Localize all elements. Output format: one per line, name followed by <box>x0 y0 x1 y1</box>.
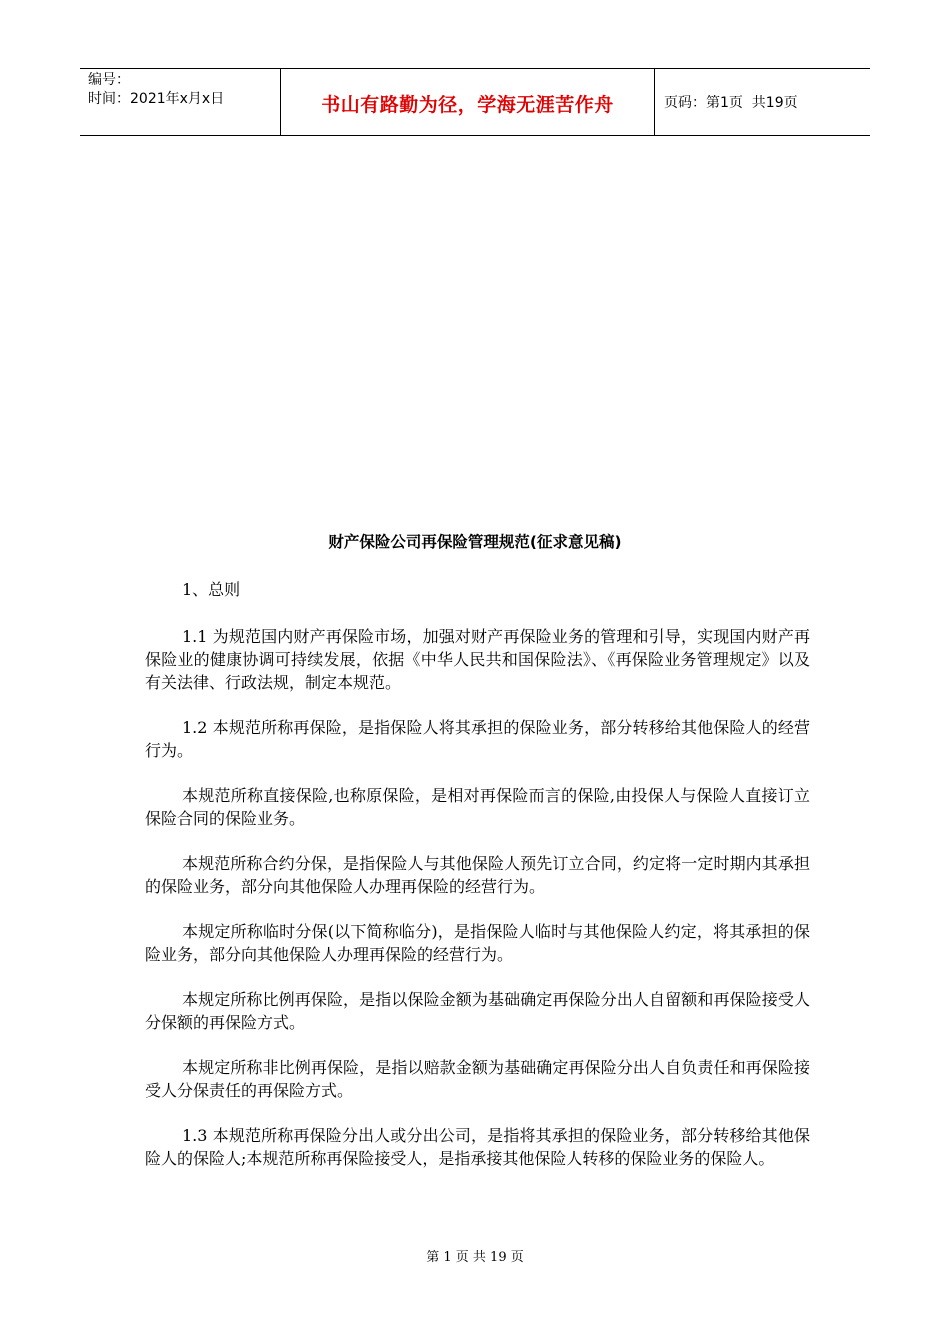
document-time-label: 时间：2021年x月x日 <box>88 91 225 107</box>
header-page-indicator: 页码：第1页 共19页 <box>664 95 798 111</box>
header-meta <box>80 69 281 135</box>
paragraph-direct-insurance: 本规范所称直接保险,也称原保险，是相对再保险而言的保险,由投保人与保险人直接订立保险合同的保险业务。 <box>145 786 810 828</box>
footer-page-number: 第 1 页 共 19 页 <box>426 1250 524 1265</box>
paragraph-1-2: 1.2 本规范所称再保险，是指保险人将其承担的保险业务，部分转移给其他保险人的经营行为。 <box>145 718 810 760</box>
paragraph-1-1: 1.1 为规范国内财产再保险市场，加强对财产再保险业务的管理和引导，实现国内财产再保险业的健康协调可持续发展，依据《中华人民共和国保险法》、《再保险业务管理规定》以及有关法律、行政法规，制定本规范。 <box>145 627 810 692</box>
document-title: 财产保险公司再保险管理规范(征求意见稿) <box>328 533 622 551</box>
header-page-cell <box>654 69 870 135</box>
paragraph-1-3: 1.3 本规范所称再保险分出人或分出公司，是指将其承担的保险业务，部分转移给其他保险人的保险人;本规范所称再保险接受人，是指承接其他保险人转移的保险业务的保险人。 <box>145 1126 810 1168</box>
paragraph-non-proportional-reinsurance: 本规定所称非比例再保险，是指以赔款金额为基础确定再保险分出人自负责任和再保险接受人分保责任的再保险方式。 <box>145 1058 810 1100</box>
page-footer <box>0 1246 950 1265</box>
paragraph-facultative-reinsurance: 本规定所称临时分保(以下简称临分)，是指保险人临时与其他保险人约定，将其承担的保险业务，部分向其他保险人办理再保险的经营行为。 <box>145 922 810 964</box>
document-number-label: 编号： <box>88 72 130 88</box>
header-motto-cell <box>281 69 655 135</box>
header-motto: 书山有路勤为径，学海无涯苦作舟 <box>321 93 614 116</box>
page-header <box>80 68 870 136</box>
section-heading: 1、总则 <box>182 580 241 599</box>
document-body <box>145 578 810 1192</box>
paragraph-treaty-reinsurance: 本规范所称合约分保，是指保险人与其他保险人预先订立合同，约定将一定时期内其承担的保险业务，部分向其他保险人办理再保险的经营行为。 <box>145 854 810 896</box>
paragraph-proportional-reinsurance: 本规定所称比例再保险，是指以保险金额为基础确定再保险分出人自留额和再保险接受人分保额的再保险方式。 <box>145 990 810 1032</box>
